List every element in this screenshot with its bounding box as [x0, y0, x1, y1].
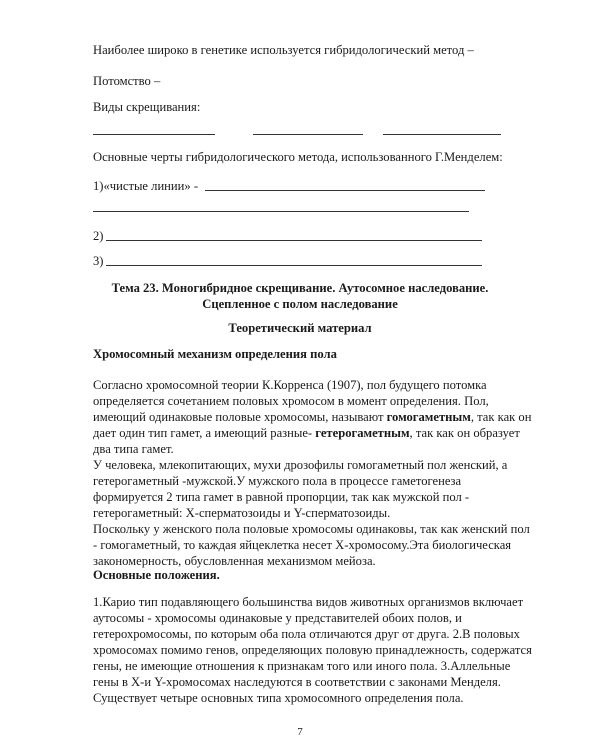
worksheet-item-2-label: 2): [93, 229, 104, 243]
section-1-paragraph-2: У человека, млекопитающих, мухи дрозофилы гомогаметный пол женский, а гетерогаметный -мужской.У мужского пола в процессе гаметогенеза формируется 2 типа гамет в равной пропорции, так как мужской пол - гетерогаметный: Х-сперматозоиды и Y-сперматозоиды.: [93, 458, 508, 520]
answer-blank-item-1-continued[interactable]: [93, 211, 469, 212]
worksheet-line-features: [93, 149, 503, 165]
topic-title-line-1: Тема 23. Моногибридное скрещивание. Аутосомное наследование.: [111, 281, 489, 295]
worksheet-line-offspring-text: Потомство –: [93, 74, 161, 88]
worksheet-item-1-label: 1)«чистые линии» -: [93, 179, 199, 193]
section-heading-main-points: Основные положения.: [93, 568, 220, 582]
section-2-paragraph: 1.Карио тип подавляющего большинства видов животных организмов включает аутосомы - хромосомы одинаковые у представителей обоих полов, и гетерохромосомы, по которым оба пола отличаются друг от друга. 2.В половых хромосомах помимо генов, определяющих половую принадлежность, содержатся гены, не имеющие отношения к признакам того или иного пола. 3.Аллельные гены в Х-и Y-хромосомах наследуются в соответствии с законами Менделя. Существует четыре основных типа хромосомного определения пола.: [93, 595, 532, 705]
term-homogametic: гомогаметным: [386, 410, 471, 424]
theory-heading: Теоретический материал: [228, 321, 372, 335]
worksheet-item-2: [93, 228, 104, 244]
worksheet-line-offspring: [93, 73, 160, 89]
page-number: 7: [297, 726, 303, 738]
topic-title-line-2: Сцепленное с полом наследование: [202, 297, 398, 311]
worksheet-line-cross-types: [93, 99, 200, 115]
worksheet-line-method-text: Наиболее широко в генетике используется гибридологический метод –: [93, 43, 474, 57]
worksheet-item-3-label: 3): [93, 254, 104, 268]
worksheet-line-method: [93, 42, 474, 58]
worksheet-line-features-text: Основные черты гибридологического метода, использованного Г.Менделем:: [93, 150, 503, 164]
answer-blank-cross-type-2[interactable]: [253, 134, 363, 135]
worksheet-line-cross-types-text: Виды скрещивания:: [93, 100, 201, 114]
p1-text-a: Согласно хромосомной теории К.Корренса (1907), пол будущего потомка определяется сочетанием половых хромосом в момент определения. Пол, имеющий одинаковые половые хромосомы, называют: [93, 378, 489, 424]
section-1-body: [93, 377, 533, 569]
section-1-paragraph-3: Поскольку у женского пола половые хромосомы одинаковы, так как женский пол - гомогаметный, то каждая яйцеклетка несет Х-хромосому.Эта биологическая закономерность, обусловленная механизмом мейоза.: [93, 522, 530, 568]
answer-blank-cross-type-3[interactable]: [383, 134, 501, 135]
p1-text-c: , так как он дает один тип гамет, а имеющий разные-: [93, 410, 532, 440]
section-heading-sex-determination: Хромосомный механизм определения пола: [93, 347, 337, 361]
answer-blank-item-2[interactable]: [106, 240, 482, 241]
answer-blank-item-3[interactable]: [106, 265, 482, 266]
answer-blank-cross-type-1[interactable]: [93, 134, 215, 135]
section-1-paragraph-1: [93, 377, 533, 457]
answer-blank-item-1[interactable]: [205, 190, 485, 191]
worksheet-item-3: [93, 253, 104, 269]
worksheet-item-1: [93, 178, 198, 194]
term-heterogametic: гетерогаметным: [315, 426, 410, 440]
p1-text-e: , так как он образует два типа гамет.: [93, 426, 520, 456]
section-2-body: [93, 594, 533, 706]
